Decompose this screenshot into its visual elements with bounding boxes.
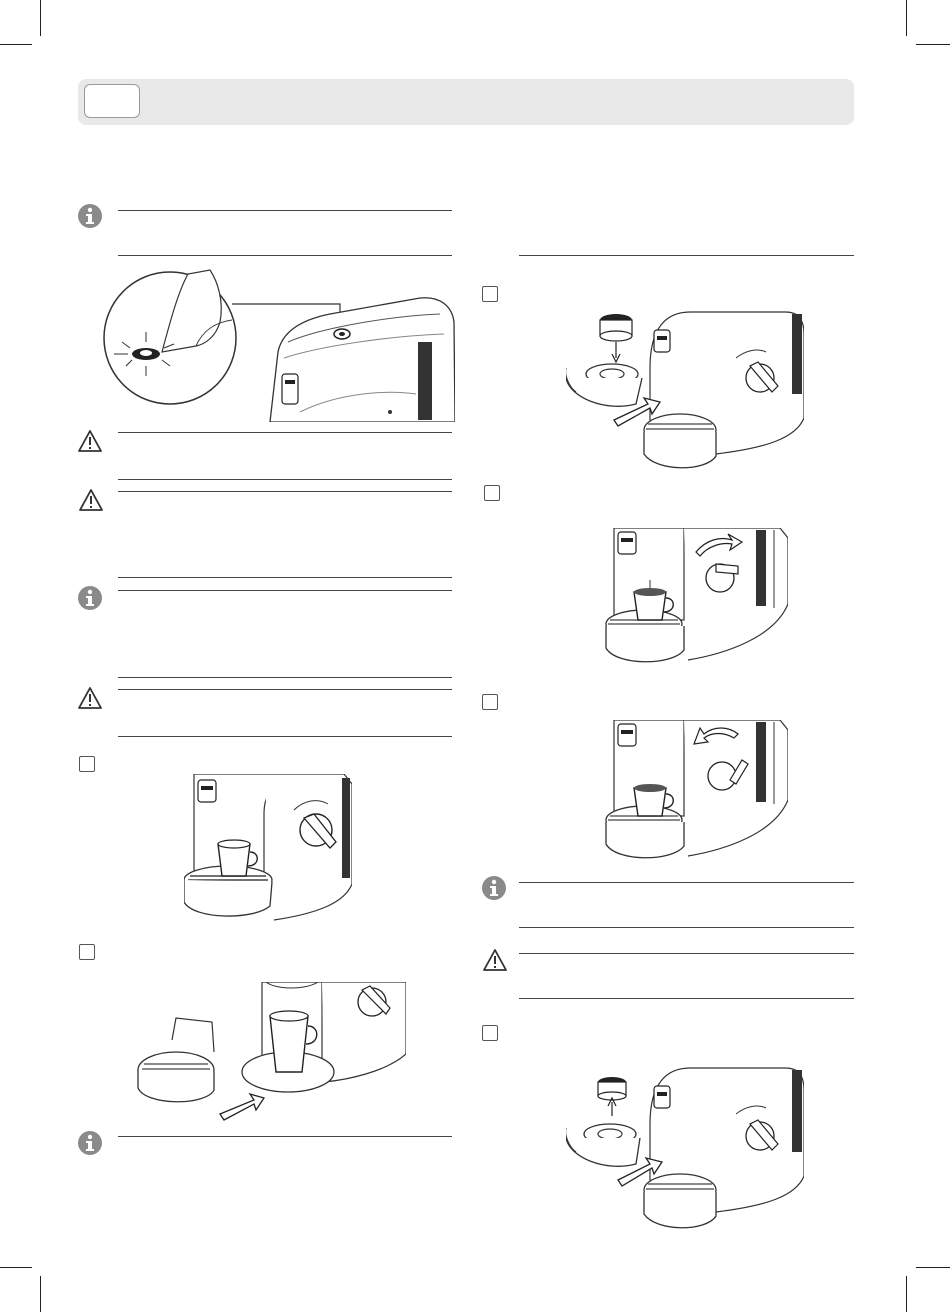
info-circle-icon xyxy=(482,876,506,900)
note-rule xyxy=(118,677,452,678)
warning-triangle-icon xyxy=(78,429,102,453)
crop-mark xyxy=(40,0,41,36)
note-rule xyxy=(118,479,452,480)
note-rule xyxy=(118,577,452,578)
info-circle-icon xyxy=(78,204,102,228)
note-rule xyxy=(519,255,854,256)
warning-triangle-icon xyxy=(79,488,103,512)
note-rule xyxy=(118,255,452,256)
lever-brew-illustration xyxy=(604,528,788,672)
note-rule xyxy=(118,491,452,492)
step-checkbox-icon xyxy=(482,694,498,710)
note-rule xyxy=(118,736,452,737)
note-rule xyxy=(118,1136,452,1137)
eject-capsule-illustration xyxy=(566,1064,804,1236)
section-label-box xyxy=(84,84,140,118)
step-checkbox-icon xyxy=(482,286,498,302)
section-header-bar xyxy=(78,79,854,125)
step-checkbox-icon xyxy=(482,1025,498,1041)
lever-return-illustration xyxy=(604,720,788,868)
warning-triangle-icon xyxy=(78,686,102,710)
note-rule xyxy=(519,882,854,883)
remove-drip-tray-illustration xyxy=(136,982,406,1128)
info-circle-icon xyxy=(78,1131,102,1155)
crop-mark xyxy=(906,1276,907,1312)
note-rule xyxy=(519,927,854,928)
machine-top-button-illustration xyxy=(100,262,455,422)
note-rule xyxy=(519,953,854,954)
crop-mark xyxy=(0,44,32,45)
step-checkbox-icon xyxy=(484,485,500,501)
note-rule xyxy=(118,590,452,591)
note-rule xyxy=(118,432,452,433)
crop-mark xyxy=(0,1267,32,1268)
note-rule xyxy=(519,998,854,999)
info-circle-icon xyxy=(78,586,102,610)
step-checkbox-icon xyxy=(79,944,95,960)
step-checkbox-icon xyxy=(79,756,95,772)
crop-mark xyxy=(916,1267,950,1268)
warning-triangle-icon xyxy=(483,948,507,972)
note-rule xyxy=(118,210,452,211)
crop-mark xyxy=(40,1276,41,1312)
cup-on-drip-tray-illustration xyxy=(184,774,352,934)
note-rule xyxy=(118,689,452,690)
crop-mark xyxy=(916,44,950,45)
insert-capsule-illustration xyxy=(566,308,804,476)
crop-mark xyxy=(906,0,907,36)
